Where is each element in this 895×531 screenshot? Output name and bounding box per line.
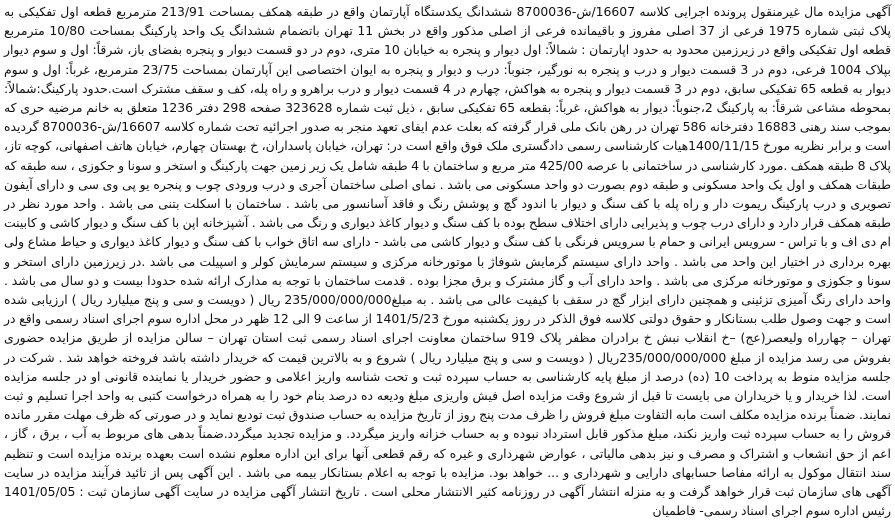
auction-notice-text: آگهی مزایده مال غیرمنقول پرونده اجرایی کلاسه 16607/ش-8700036 ششدانگ یکدستگاه آپارتمان واقع در طبقه همکف بمساحت 213/91 مترمربع قطعه اول تفکیکی به پلاک ثبتی شماره 1975 فرعی از 37 اصلی مفروز و باقیمانده فرعی از اصلی مذکور واقع در بخش 11 تهران باتضمام ششدانگ یک واحد پارکینگ بمساحت 10/80 مترمربع قطعه اول تفکیکی واقع در زیرزمین محدود به حدود اپارتمان : شمالاً: اول دیوار و پنجره به خیابان 10 متری، دوم در دو قسمت دیوار و پنجره بفضای باز، شرقاً: اول و سوم دیوار بپلاک 1004 فرعی، دوم در 3 قسمت دیوار و درب و پنجره به نورگیر، جنوباً: درب و دیوار و پنجره به ایوان اختصاصی این آپارتمان بمساحت 23/75 مترمربع، غرباً: اول و سوم دیوار به قطعه 65 تفکیکی سابق، دوم در 3 قسمت دیوار و پنجره به هواکش، چهارم در 4 قسمت دیوار و درب براهرو و راه پله، کف و سقف مشترک است.حدود پارکینگ:شمالاً: بمحوطه مشاعی شرقاً: به پارکینگ 2،جنوباً: دیوار به هواکش، غرباً: بقطعه 65 تفکیکی سابق ، ذیل ثبت شماره 323628 صفحه 298 دفتر 1236 متعلق به خانم مرضیه حری که بموجب سند رهنی 16883 دفترخانه 586 تهران در رهن بانک ملی قرار گرفته که بعلت عدم ایفای تعهد منجر به صدور اجرائیه تحت شماره کلاسه 16607/ش-8700036 گردیده است و برابر نظریه مورخ 1400/11/15هیات کارشناسی رسمی دادگستری ملک فوق واقع است در: تهران، خیابان پاسداران، خ بهستان چهارم، خیابان هاتف اصفهانی، کوچه تاز، پلاک 8 طبقه همکف .مورد کارشناسی در ساختمانی با عرصه 425/00 متر مربع و ساختمان با 4 طبقه شامل یک زیر زمین جهت پارکینگ و استخر و سونا و جکوزی ، سه طبقه که طبقات همکف و اول یک واحد مسکونی و طبقه دوم بصورت دو واحد مسکونی می باشد . نمای اصلی ساختمان آجری و درب ورودی چوب و پنجره یو پی وی سی و دارای آیفون تصویری و درب پارکینگ ریموت دار و راه پله با کف سنگ و دیوار با اندود گچ و پوشش رنگ و فاقد آسانسور می باشد . ساختمان با اسکلت بتنی می باشد . واحد مورد نظر در طبقه همکف قرار دارد و دارای درب چوب و پذیرایی دارای اختلاف سطح بوده با کف سنگ و دیوار کاغذ دیواری و رنگ می باشد . آشپزخانه اپن با کف سنگ و دیوار کاشی و کابینت ام دی اف و با تراس - سرویس ایرانی و حمام با سرویس فرنگی با کف سنگ و دیوار کاشی می باشد - دارای سه اتاق خواب با کف سنگ و دیوار کاغذ دیواری و حیاط مشاع ولی بهره برداری در اختیار این واحد می باشد . واحد دارای سیستم گرمایش شوفاژ با موتورخانه مرکزی و سیستم سرمایش کولر و اسپیلت می باشد .در زیرزمین دارای استخر و سونا و جکوزی و موتورخانه مرکزی می باشد . واحد دارای آب و گاز مشترک و برق مجزا بوده . قدمت ساختمان با توجه به مدارک ارائه شده حدودا بیست و دو سال می باشد . واحد دارای رنگ آمیزی تزئینی و همچنین دارای ابزار گچ در سقف با کیفیت عالی می باشد . به مبلغ235/000/000/000 ریال ( دویست و سی و پنج میلیارد ریال ) ارزیابی شده است و جهت وصول طلب بستانکار و حقوق دولتی کلاسه فوق الذکر در روز یکشنبه مورخ 1401/5/23 از ساعت 9 الی 12 ظهر در محل اداره سوم اجرای اسناد رسمی واقع در تهران – چهارراه ولیعصر(عج) –خ انقلاب نبش خ برادران مظفر پلاک 919 ساختمان معاونت اجرای اسناد رسمی ثبت استان تهران – سالن مزایده از طریق مزایده حضوری بفروش می رسد مزایده از مبلغ 235/000/000/000ریال ( دویست و سی و پنج میلیارد ریال ) شروع و به بالاترین قیمت که خریدار داشته باشد فروخته خواهد شد . شرکت در جلسه مزایده منوط به پرداخت 10 (ده) درصد از مبلغ پایه کارشناسی به حساب سپرده ثبت و تحت شناسه واریز اعلامی و حضور خریدار یا نماینده قانونی او در جلسه مزایده است. لذا خریدار و یا خریداران می بایست تا قبل از شروع وقت مزایده اصل فیش واریزی مبلغ ودیعه ده درصد بنام خود را به همراه درخواست کتبی به واحد اجرا تسلیم و ثبت نمایند. ضمناً برنده مزایده مکلف است مابه التفاوت مبلغ فروش را ظرف مدت پنج روز از تاریخ مزایده به حساب صندوق ثبت تودیع نماید و در صورتی که ظرف مهلت مقرر مانده فروش را به حساب سپرده ثبت واریز نکند، مبلغ مذکور قابل استرداد نبوده و به حساب خزانه واریز میگردد. و مزایده تجدید میگردد.ضمناً بدهی های مربوط به آب ، برق ، گاز ، اعم از حق انشعاب و اشتراک و مصرف و نیز بدهی مالیاتی ، عوارض شهرداری و غیره که رقم قطعی آنها برای این اداره معلوم نشده است بعهده برنده مزایده است و تنظیم سند انتقال موکول به ارائه مفاصا حسابهای دارایی و شهرداری و ... خواهد بود. مزایده با توجه به اعلام بستانکار بیمه می باشد . این آگهی پس از تائید فرآیند مزایده در سایت آگهی های سازمان ثبت قرار خواهد گرفت و به منزله انتشار آگهی در روزنامه کثیر الانتشار محلی است . تاریخ انتشار آگهی مزایده در سایت آگهی سازمان ثبت : 1401/05/05 رئیس اداره سوم اجرای اسناد رسمی- فاطمیان — [4, 4, 892, 519]
